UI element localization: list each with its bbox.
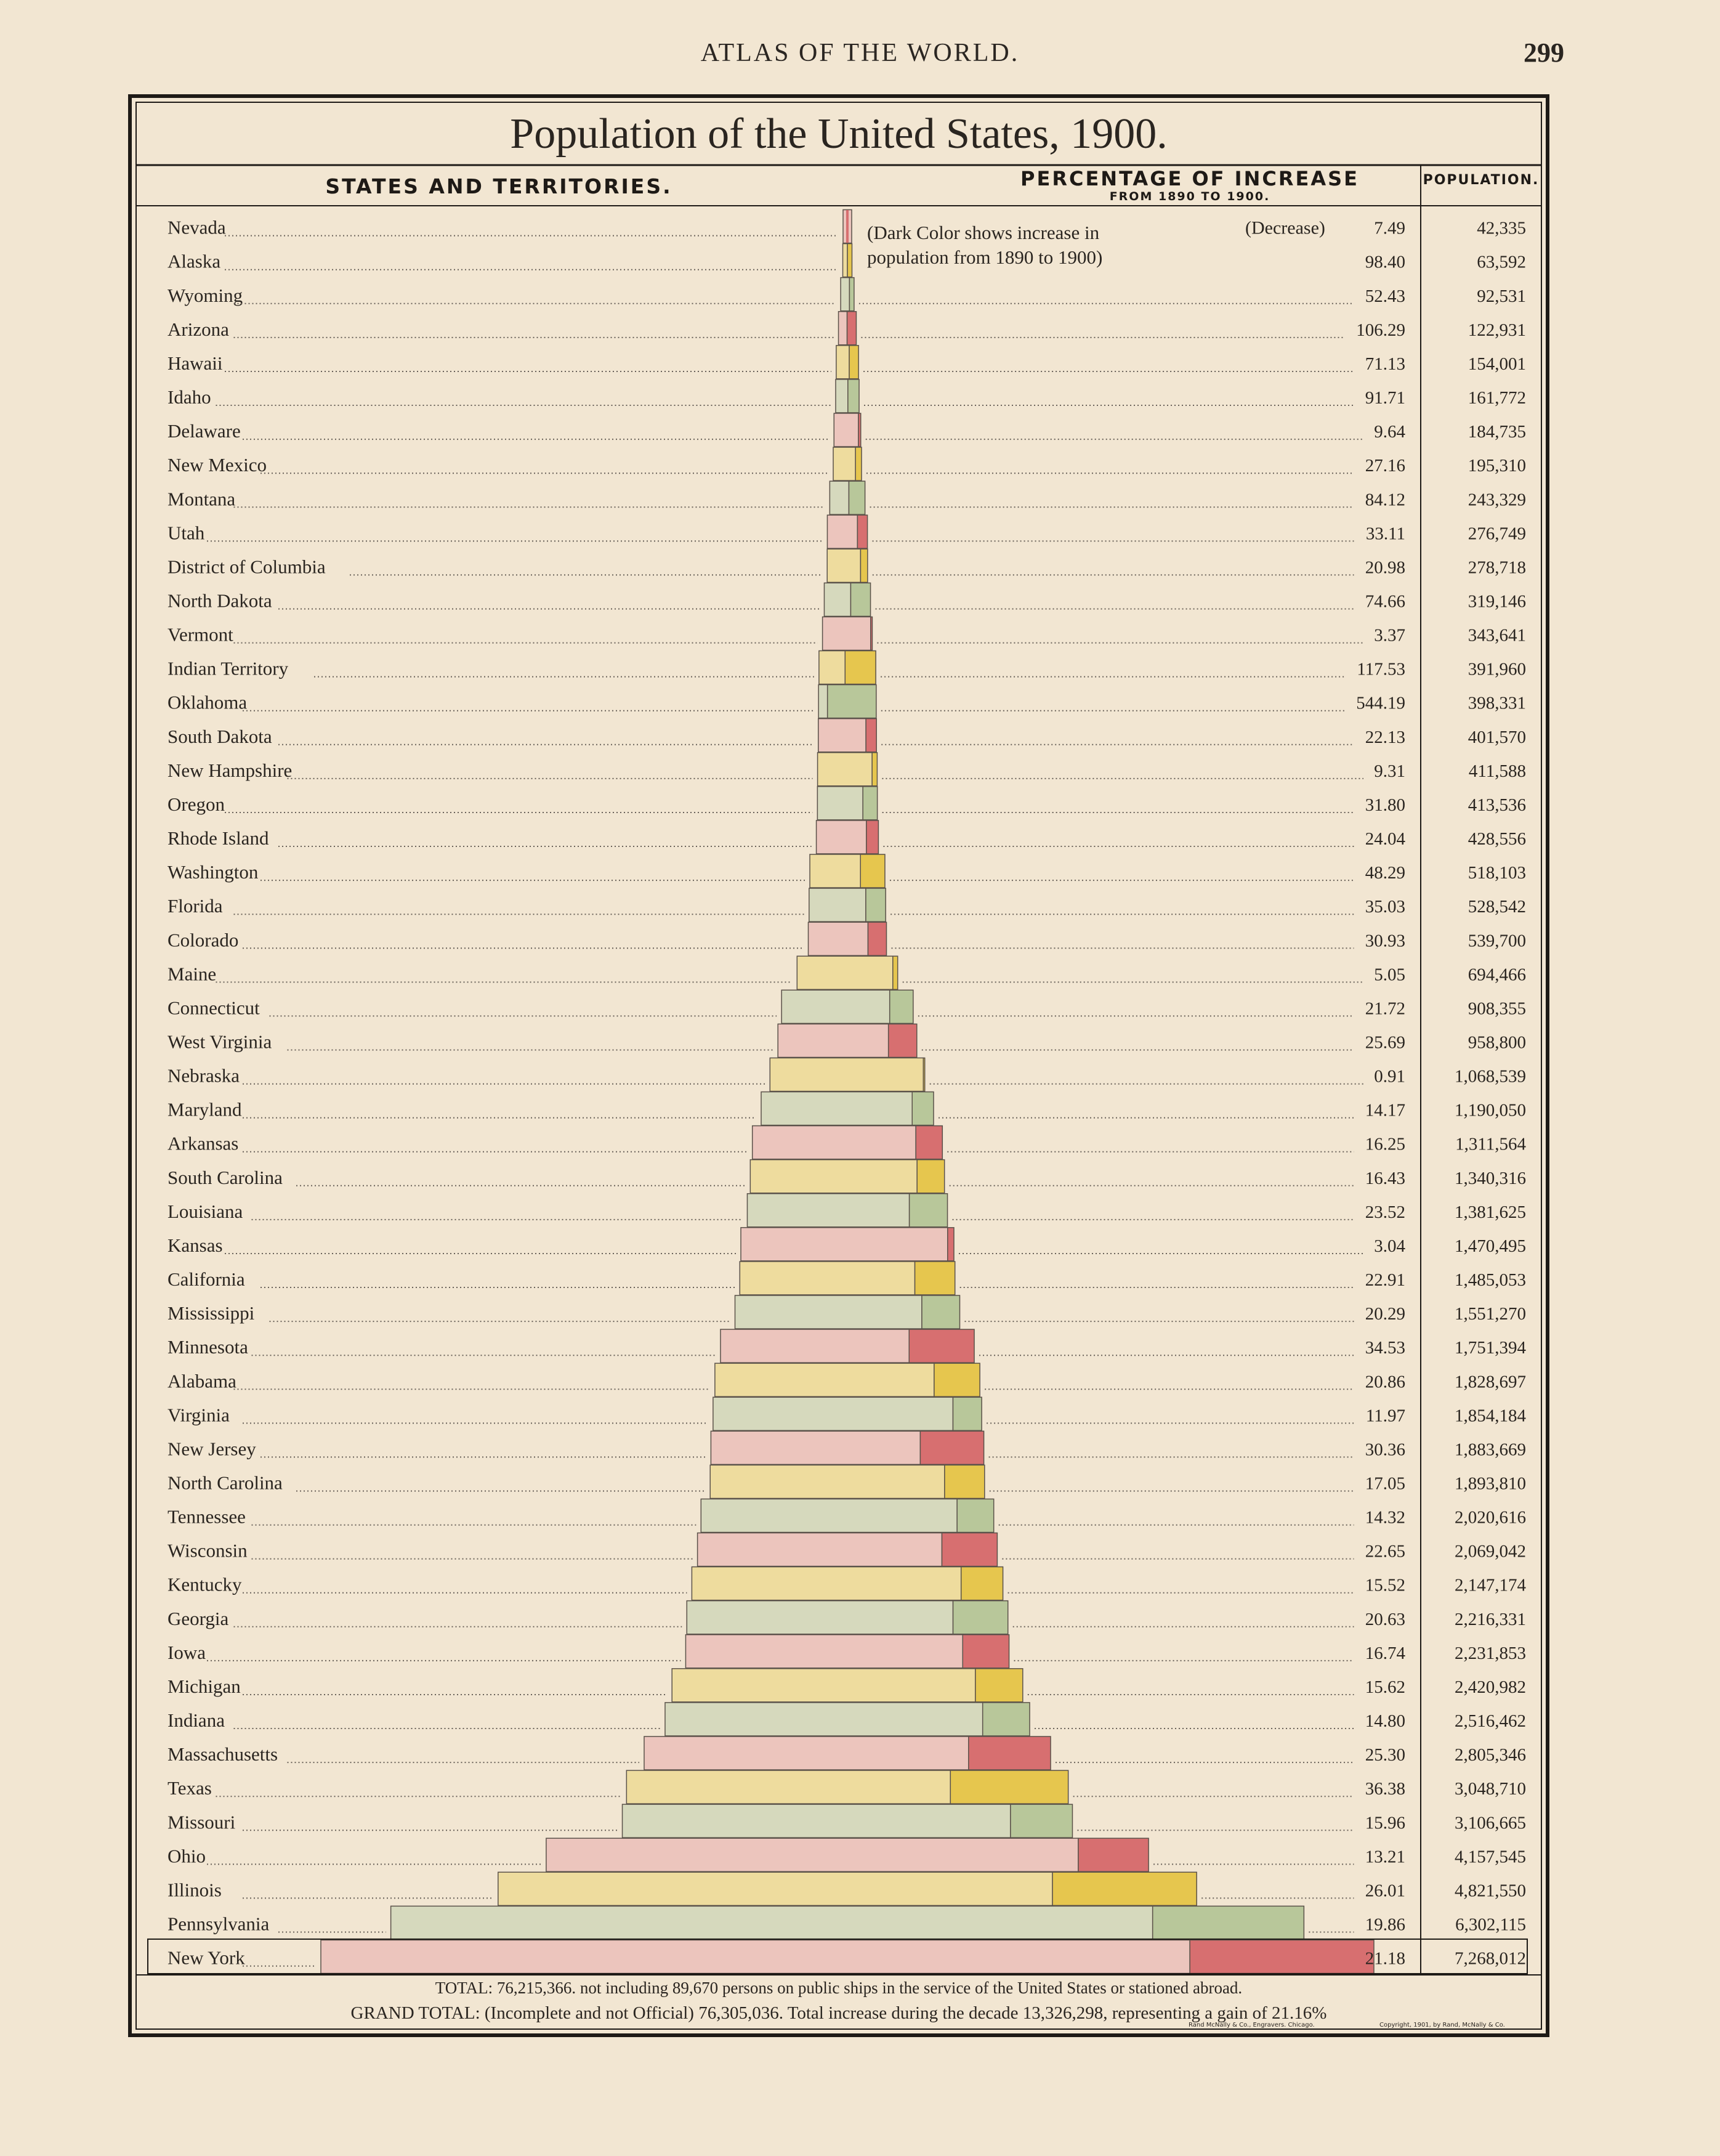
state-label-7: Delaware [168, 420, 241, 442]
bar-base-49 [546, 1838, 1078, 1871]
population-value-42: 2,216,331 [1455, 1609, 1526, 1629]
population-value-1: 42,335 [1477, 218, 1526, 238]
state-label-35: Alabama [168, 1370, 236, 1392]
bar-base-14 [819, 651, 845, 684]
percent-value-32: 22.91 [1365, 1270, 1405, 1291]
bar-base-19 [817, 821, 866, 854]
bar-increase-50 [1052, 1872, 1197, 1905]
percent-value-22: 30.93 [1365, 931, 1405, 951]
population-value-15: 398,331 [1468, 693, 1526, 713]
state-label-38: North Carolina [168, 1472, 283, 1494]
bar-base-10 [827, 515, 857, 548]
bar-base-17 [818, 753, 873, 786]
state-label-23: Maine [168, 963, 217, 985]
population-value-14: 391,960 [1468, 659, 1526, 679]
state-label-44: Michigan [168, 1675, 241, 1697]
state-label-17: New Hampshire [168, 759, 293, 781]
percent-value-45: 14.80 [1365, 1711, 1405, 1732]
bar-base-34 [721, 1329, 909, 1363]
percent-value-14: 117.53 [1357, 659, 1405, 679]
bar-base-9 [830, 481, 849, 514]
bar-base-26 [770, 1058, 923, 1091]
percent-value-33: 20.29 [1365, 1304, 1405, 1324]
state-label-15: Oklahoma [168, 691, 248, 713]
population-value-34: 1,751,394 [1455, 1338, 1526, 1358]
population-value-48: 3,106,665 [1455, 1813, 1526, 1833]
bar-base-21 [809, 888, 866, 922]
percent-value-34: 34.53 [1365, 1338, 1405, 1358]
bar-base-8 [833, 447, 855, 480]
population-value-5: 154,001 [1468, 354, 1526, 374]
footer-total-line: TOTAL: 76,215,366. not including 89,670 persons on public ships in the service of the United States or stationed abroad. [435, 1979, 1243, 1997]
percent-value-13: 3.37 [1374, 625, 1405, 646]
bar-increase-21 [866, 888, 886, 922]
bar-base-3 [841, 278, 849, 311]
percent-value-15: 544.19 [1356, 693, 1405, 713]
population-value-41: 2,147,174 [1455, 1575, 1526, 1595]
bar-increase-13 [871, 617, 873, 650]
bar-increase-46 [969, 1737, 1051, 1770]
bar-increase-31 [948, 1228, 954, 1261]
population-value-39: 2,020,616 [1455, 1507, 1526, 1528]
atlas-header-title: ATLAS OF THE WORLD. [700, 39, 1020, 67]
bar-base-12 [824, 583, 850, 616]
bar-base-18 [817, 787, 863, 820]
bar-base-11 [827, 549, 860, 582]
population-value-47: 3,048,710 [1455, 1779, 1526, 1799]
state-label-18: Oregon [168, 793, 225, 815]
percent-value-42: 20.63 [1365, 1609, 1405, 1629]
bar-increase-27 [912, 1092, 934, 1125]
bar-base-22 [809, 922, 868, 955]
bar-increase-11 [860, 549, 867, 582]
state-label-26: Nebraska [168, 1064, 240, 1087]
bar-base-15 [818, 685, 828, 718]
bar-increase-3 [849, 278, 854, 311]
state-label-27: Maryland [168, 1098, 242, 1121]
population-value-7: 184,735 [1468, 422, 1526, 442]
population-value-28: 1,311,564 [1455, 1134, 1526, 1154]
bar-increase-19 [866, 821, 879, 854]
bar-increase-12 [850, 583, 870, 616]
footer-grand-total-line: GRAND TOTAL: (Incomplete and not Official) 76,305,036. Total increase during the decade 13,326,298, representing a gain of 21.16% [350, 2003, 1327, 2023]
bar-increase-34 [909, 1329, 974, 1363]
bar-base-7 [834, 413, 858, 447]
percent-value-44: 15.62 [1365, 1677, 1405, 1697]
percent-value-9: 84.12 [1365, 490, 1405, 510]
population-value-26: 1,068,539 [1455, 1066, 1526, 1087]
bar-base-52 [321, 1940, 1190, 1973]
percent-value-27: 14.17 [1365, 1100, 1405, 1121]
bar-increase-43 [963, 1635, 1009, 1668]
bar-increase-45 [983, 1703, 1030, 1736]
state-label-32: California [168, 1268, 245, 1291]
bar-increase-36 [953, 1397, 982, 1430]
population-value-32: 1,485,053 [1455, 1270, 1526, 1291]
bar-increase-29 [917, 1160, 945, 1193]
state-label-51: Pennsylvania [168, 1913, 270, 1935]
bar-base-20 [810, 854, 860, 888]
percent-value-43: 16.74 [1365, 1643, 1405, 1663]
state-label-8: New Mexico [168, 454, 267, 476]
bar-base-45 [665, 1703, 983, 1736]
percent-value-18: 31.80 [1365, 795, 1405, 815]
population-value-38: 1,893,810 [1455, 1473, 1526, 1494]
percent-value-16: 22.13 [1365, 727, 1405, 747]
population-value-49: 4,157,545 [1455, 1847, 1526, 1867]
population-value-30: 1,381,625 [1455, 1202, 1526, 1222]
population-value-25: 958,800 [1468, 1032, 1526, 1053]
bar-increase-22 [868, 922, 886, 955]
note-line-1: (Dark Color shows increase in [867, 222, 1100, 243]
population-value-20: 518,103 [1468, 863, 1526, 883]
percent-value-5: 71.13 [1365, 354, 1405, 374]
bar-base-38 [710, 1465, 945, 1498]
state-label-22: Colorado [168, 929, 239, 951]
bar-base-31 [741, 1228, 948, 1261]
state-label-49: Ohio [168, 1845, 206, 1867]
population-value-18: 413,536 [1468, 795, 1526, 815]
population-value-50: 4,821,550 [1455, 1881, 1526, 1901]
bar-increase-16 [866, 719, 876, 752]
bar-increase-30 [910, 1194, 948, 1227]
bar-base-27 [761, 1092, 912, 1125]
bar-increase-51 [1153, 1906, 1304, 1939]
state-label-47: Texas [168, 1777, 212, 1799]
bar-base-44 [672, 1669, 975, 1702]
bar-increase-48 [1011, 1804, 1073, 1838]
bar-increase-32 [915, 1262, 955, 1295]
state-label-11: District of Columbia [168, 556, 326, 578]
bar-increase-41 [961, 1567, 1003, 1600]
population-value-36: 1,854,184 [1455, 1406, 1526, 1426]
bar-base-51 [391, 1906, 1153, 1939]
header-states: STATES AND TERRITORIES. [325, 174, 672, 198]
state-label-31: Kansas [168, 1234, 223, 1256]
bar-base-32 [740, 1262, 915, 1295]
percent-value-50: 26.01 [1365, 1881, 1405, 1901]
population-value-35: 1,828,697 [1455, 1372, 1526, 1392]
bar-base-43 [685, 1635, 963, 1668]
bar-increase-20 [860, 854, 885, 888]
population-value-46: 2,805,346 [1455, 1745, 1526, 1765]
state-label-19: Rhode Island [168, 827, 269, 849]
bar-base-5 [836, 346, 849, 379]
percent-value-51: 19.86 [1365, 1915, 1405, 1935]
header-percentage: PERCENTAGE OF INCREASE [1020, 167, 1359, 190]
state-label-2: Alaska [168, 250, 221, 272]
bar-increase-4 [847, 312, 857, 345]
bar-base-4 [839, 312, 847, 345]
bar-base-33 [735, 1295, 922, 1329]
percent-value-49: 13.21 [1365, 1847, 1405, 1867]
bar-base-29 [750, 1160, 917, 1193]
state-label-3: Wyoming [168, 284, 243, 306]
bar-increase-38 [945, 1465, 985, 1498]
bar-base-41 [692, 1567, 961, 1600]
population-value-17: 411,588 [1468, 761, 1526, 781]
state-label-13: Vermont [168, 623, 233, 646]
population-value-29: 1,340,316 [1455, 1168, 1526, 1188]
note-line-2: population from 1890 to 1900) [867, 246, 1103, 268]
copyright-credit: Copyright, 1901, by Rand, McNally & Co. [1379, 2022, 1505, 2028]
header-population: POPULATION. [1423, 172, 1540, 188]
bar-increase-49 [1078, 1838, 1149, 1871]
bar-increase-28 [916, 1126, 942, 1159]
bar-base-28 [753, 1126, 916, 1159]
state-label-36: Virginia [168, 1404, 230, 1426]
percent-value-36: 11.97 [1365, 1406, 1405, 1426]
percent-value-7: 9.64 [1374, 422, 1405, 442]
percent-value-4: 106.29 [1356, 320, 1405, 340]
bar-increase-52 [1190, 1940, 1374, 1973]
bar-base-30 [747, 1194, 909, 1227]
state-label-29: South Carolina [168, 1166, 283, 1188]
percent-value-20: 48.29 [1365, 863, 1405, 883]
population-value-21: 528,542 [1468, 897, 1526, 917]
bar-increase-40 [942, 1533, 998, 1566]
bar-base-39 [701, 1499, 957, 1532]
state-label-9: Montana [168, 488, 236, 510]
bar-base-6 [836, 379, 848, 413]
state-label-46: Massachusetts [168, 1743, 278, 1765]
percent-value-8: 27.16 [1365, 456, 1405, 476]
chart-rows [148, 210, 1527, 1974]
percent-value-39: 14.32 [1365, 1507, 1405, 1528]
bar-increase-7 [858, 413, 861, 447]
population-value-8: 195,310 [1468, 456, 1526, 476]
bar-increase-39 [957, 1499, 994, 1532]
percent-value-3: 52.43 [1365, 286, 1405, 306]
percent-value-25: 25.69 [1365, 1032, 1405, 1053]
population-value-52: 7,268,012 [1455, 1948, 1526, 1969]
bar-base-47 [626, 1770, 950, 1804]
percent-value-30: 23.52 [1365, 1202, 1405, 1222]
population-value-16: 401,570 [1468, 727, 1526, 747]
bar-base-16 [818, 719, 866, 752]
bar-base-25 [778, 1024, 888, 1057]
bar-base-23 [797, 956, 893, 989]
bar-increase-37 [920, 1431, 983, 1464]
state-label-30: Louisiana [168, 1200, 243, 1222]
percent-value-26: 0.91 [1374, 1066, 1405, 1087]
bar-base-35 [715, 1363, 934, 1396]
bar-base-46 [644, 1737, 969, 1770]
percent-value-12: 74.66 [1365, 591, 1405, 612]
percent-value-46: 25.30 [1365, 1745, 1405, 1765]
bar-increase-18 [863, 787, 877, 820]
bar-base-48 [623, 1804, 1011, 1838]
percent-value-1: 7.49 [1374, 218, 1405, 238]
bar-base-2 [843, 244, 848, 277]
population-value-19: 428,556 [1468, 829, 1526, 849]
percent-value-29: 16.43 [1365, 1168, 1405, 1188]
bar-base-50 [498, 1872, 1052, 1905]
bar-base-37 [711, 1431, 920, 1464]
bar-increase-17 [872, 753, 877, 786]
state-label-42: Georgia [168, 1607, 229, 1629]
population-value-11: 278,718 [1468, 557, 1526, 578]
bar-base-42 [687, 1601, 953, 1634]
bar-increase-6 [848, 379, 859, 413]
percent-value-2: 98.40 [1365, 252, 1405, 272]
state-label-10: Utah [168, 522, 205, 544]
population-value-10: 276,749 [1468, 524, 1526, 544]
bar-base-13 [823, 617, 871, 650]
population-value-22: 539,700 [1468, 931, 1526, 951]
percent-value-40: 22.65 [1365, 1541, 1405, 1562]
state-label-12: North Dakota [168, 590, 272, 612]
bar-base-24 [781, 990, 890, 1023]
state-label-39: Tennessee [168, 1506, 246, 1528]
percent-value-52: 21.18 [1365, 1948, 1405, 1969]
state-label-6: Idaho [168, 386, 211, 408]
state-label-33: Mississippi [168, 1302, 255, 1324]
percent-value-21: 35.03 [1365, 897, 1405, 917]
state-label-16: South Dakota [168, 725, 272, 747]
bar-increase-47 [950, 1770, 1068, 1804]
population-value-2: 63,592 [1477, 252, 1526, 272]
header-percentage-sub: FROM 1890 TO 1900. [1109, 190, 1270, 203]
bar-increase-26 [923, 1058, 924, 1091]
bar-base-36 [713, 1397, 953, 1430]
bar-increase-8 [855, 447, 862, 480]
population-value-40: 2,069,042 [1455, 1541, 1526, 1562]
state-label-50: Illinois [168, 1879, 222, 1901]
population-value-13: 343,641 [1468, 625, 1526, 646]
bar-base-40 [698, 1533, 942, 1566]
population-value-44: 2,420,982 [1455, 1677, 1526, 1697]
state-label-37: New Jersey [168, 1438, 256, 1460]
state-label-52: New York [168, 1947, 245, 1969]
page-number: 299 [1524, 38, 1564, 68]
percent-value-19: 24.04 [1365, 829, 1405, 849]
bar-increase-23 [893, 956, 898, 989]
decrease-label: (Decrease) [1245, 217, 1325, 238]
percent-value-28: 16.25 [1365, 1134, 1405, 1154]
bar-increase-15 [828, 685, 876, 718]
percent-value-48: 15.96 [1365, 1813, 1405, 1833]
percent-value-31: 3.04 [1374, 1236, 1405, 1256]
bar-increase-25 [889, 1024, 917, 1057]
state-label-34: Minnesota [168, 1336, 248, 1358]
state-label-45: Indiana [168, 1709, 225, 1732]
percent-value-6: 91.71 [1365, 388, 1405, 408]
population-value-9: 243,329 [1468, 490, 1526, 510]
bar-increase-9 [849, 481, 865, 514]
population-value-31: 1,470,495 [1455, 1236, 1526, 1256]
state-label-1: Nevada [168, 216, 226, 238]
population-value-23: 694,466 [1468, 965, 1526, 985]
state-label-43: Iowa [168, 1641, 206, 1663]
state-label-28: Arkansas [168, 1132, 239, 1154]
state-label-41: Kentucky [168, 1573, 242, 1595]
state-label-4: Arizona [168, 318, 229, 340]
percent-value-41: 15.52 [1365, 1575, 1405, 1595]
engraver-credit: Rand McNally & Co., Engravers. Chicago. [1189, 2022, 1315, 2028]
population-value-43: 2,231,853 [1455, 1643, 1526, 1663]
population-value-37: 1,883,669 [1455, 1440, 1526, 1460]
percent-value-47: 36.38 [1365, 1779, 1405, 1799]
percent-value-24: 21.72 [1365, 999, 1405, 1019]
population-value-24: 908,355 [1468, 999, 1526, 1019]
population-value-45: 2,516,462 [1455, 1711, 1526, 1732]
bar-increase-14 [845, 651, 876, 684]
percent-value-35: 20.86 [1365, 1372, 1405, 1392]
state-label-25: West Virginia [168, 1031, 272, 1053]
population-value-4: 122,931 [1468, 320, 1526, 340]
population-value-12: 319,146 [1468, 591, 1526, 612]
state-label-24: Connecticut [168, 997, 260, 1019]
state-label-5: Hawaii [168, 352, 223, 374]
population-value-33: 1,551,270 [1455, 1304, 1526, 1324]
percent-value-17: 9.31 [1374, 761, 1405, 781]
percent-value-23: 5.05 [1374, 965, 1405, 985]
bar-increase-10 [857, 515, 867, 548]
state-label-21: Florida [168, 895, 223, 917]
percent-value-10: 33.11 [1365, 524, 1405, 544]
population-value-51: 6,302,115 [1455, 1915, 1526, 1935]
state-label-20: Washington [168, 861, 259, 883]
state-label-14: Indian Territory [168, 657, 289, 679]
state-label-40: Wisconsin [168, 1539, 248, 1562]
bar-increase-44 [975, 1669, 1023, 1702]
population-value-6: 161,772 [1468, 388, 1526, 408]
bar-increase-24 [890, 990, 913, 1023]
percent-value-11: 20.98 [1365, 557, 1405, 578]
bar-increase-35 [934, 1363, 980, 1396]
percent-value-37: 30.36 [1365, 1440, 1405, 1460]
bar-increase-33 [922, 1295, 960, 1329]
population-value-3: 92,531 [1477, 286, 1526, 306]
percent-value-38: 17.05 [1365, 1473, 1405, 1494]
chart-title: Population of the United States, 1900. [510, 110, 1168, 158]
bar-increase-5 [849, 346, 858, 379]
state-label-48: Missouri [168, 1811, 236, 1833]
bar-increase-2 [847, 244, 852, 277]
population-value-27: 1,190,050 [1455, 1100, 1526, 1121]
bar-increase-42 [953, 1601, 1008, 1634]
